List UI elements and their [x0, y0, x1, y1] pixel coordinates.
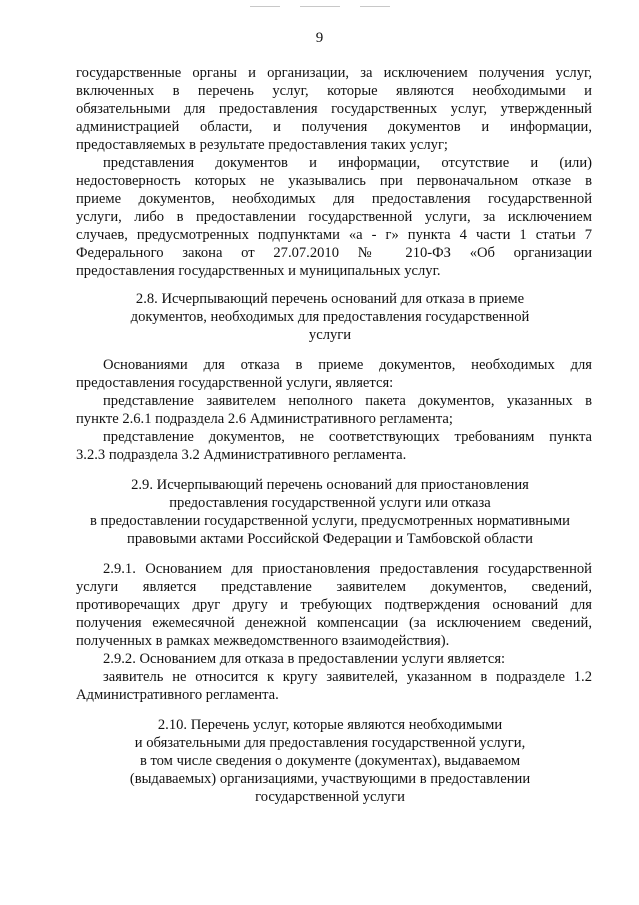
- text-line: недостоверность которых не указывались при первоначальном отказе в: [76, 173, 592, 189]
- text-line: Административного регламента.: [76, 687, 279, 703]
- text-line: пункте 2.6.1 подраздела 2.6 Административного регламента;: [76, 411, 453, 427]
- text-line: предоставления государственных и муниципальных услуг.: [76, 263, 441, 279]
- text-line: случаев, предусмотренных подпунктами «а - г» пункта 4 части 1 статьи 7: [76, 227, 592, 243]
- section-heading: и обязательными для предоставления государственной услуги,: [134, 735, 526, 751]
- section-heading: 2.9. Исчерпывающий перечень оснований для приостановления: [131, 477, 529, 493]
- section-heading: 2.10. Перечень услуг, которые являются необходимыми: [157, 717, 503, 733]
- text-line: 2.9.1. Основанием для приостановления предоставления государственной: [103, 561, 592, 577]
- text-line: представление заявителем неполного пакета документов, указанных в: [103, 393, 592, 409]
- text-line: заявитель не относится к кругу заявителей, указанном в подразделе 1.2: [103, 669, 592, 685]
- text-line: 2.9.2. Основанием для отказа в предоставлении услуги является:: [103, 651, 506, 667]
- text-line: предоставления государственной услуги, является:: [76, 375, 394, 391]
- page-number: 9: [315, 30, 324, 46]
- text-line: приеме документов, необходимых для предоставления государственной: [76, 191, 592, 207]
- text-line: 3.2.3 подраздела 3.2 Административного регламента.: [76, 447, 407, 463]
- section-heading: предоставления государственной услуги или отказа: [169, 495, 491, 511]
- section-heading: услуги: [308, 327, 352, 343]
- section-heading: (выдаваемых) организациями, участвующими в предоставлении: [129, 771, 531, 787]
- text-line: администрацией области, и получения документов и информации,: [76, 119, 592, 135]
- scan-artifact: [300, 6, 340, 7]
- section-heading: правовыми актами Российской Федерации и Тамбовской области: [127, 531, 533, 547]
- section-heading: 2.8. Исчерпывающий перечень оснований для отказа в приеме: [135, 291, 525, 307]
- scan-artifact: [250, 6, 280, 7]
- text-line: Федерального закона от 27.07.2010 № 210-ФЗ «Об организации: [76, 245, 592, 261]
- section-heading: государственной услуги: [255, 789, 405, 805]
- scan-artifact: [360, 6, 390, 7]
- text-line: представление документов, не соответствующих требованиям пункта: [103, 429, 592, 445]
- text-line: противоречащих друг другу и требующих подтверждения оснований для: [76, 597, 592, 613]
- text-line: представления документов и информации, отсутствие и (или): [103, 155, 592, 171]
- section-heading: в предоставлении государственной услуги, предусмотренных нормативными: [90, 513, 570, 529]
- section-heading: в том числе сведения о документе (документах), выдаваемом: [139, 753, 521, 769]
- text-line: получения ежемесячной денежной компенсации (за исключением сведений,: [76, 615, 592, 631]
- section-heading: документов, необходимых для предоставления государственной: [130, 309, 530, 325]
- text-line: государственные органы и организации, за исключением получения услуг,: [76, 65, 592, 81]
- text-line: предоставляемых в результате предоставления таких услуг;: [76, 137, 448, 153]
- text-line: обязательными для предоставления государственных услуг, утвержденный: [76, 101, 592, 117]
- text-line: услуги, либо в предоставлении государственной услуги, за исключением: [76, 209, 592, 225]
- text-line: услуги является представление заявителем документов, сведений,: [76, 579, 592, 595]
- text-line: полученных в рамках межведомственного взаимодействия).: [76, 633, 450, 649]
- text-line: включенных в перечень услуг, которые являются необходимыми и: [76, 83, 592, 99]
- text-line: Основаниями для отказа в приеме документов, необходимых для: [103, 357, 592, 373]
